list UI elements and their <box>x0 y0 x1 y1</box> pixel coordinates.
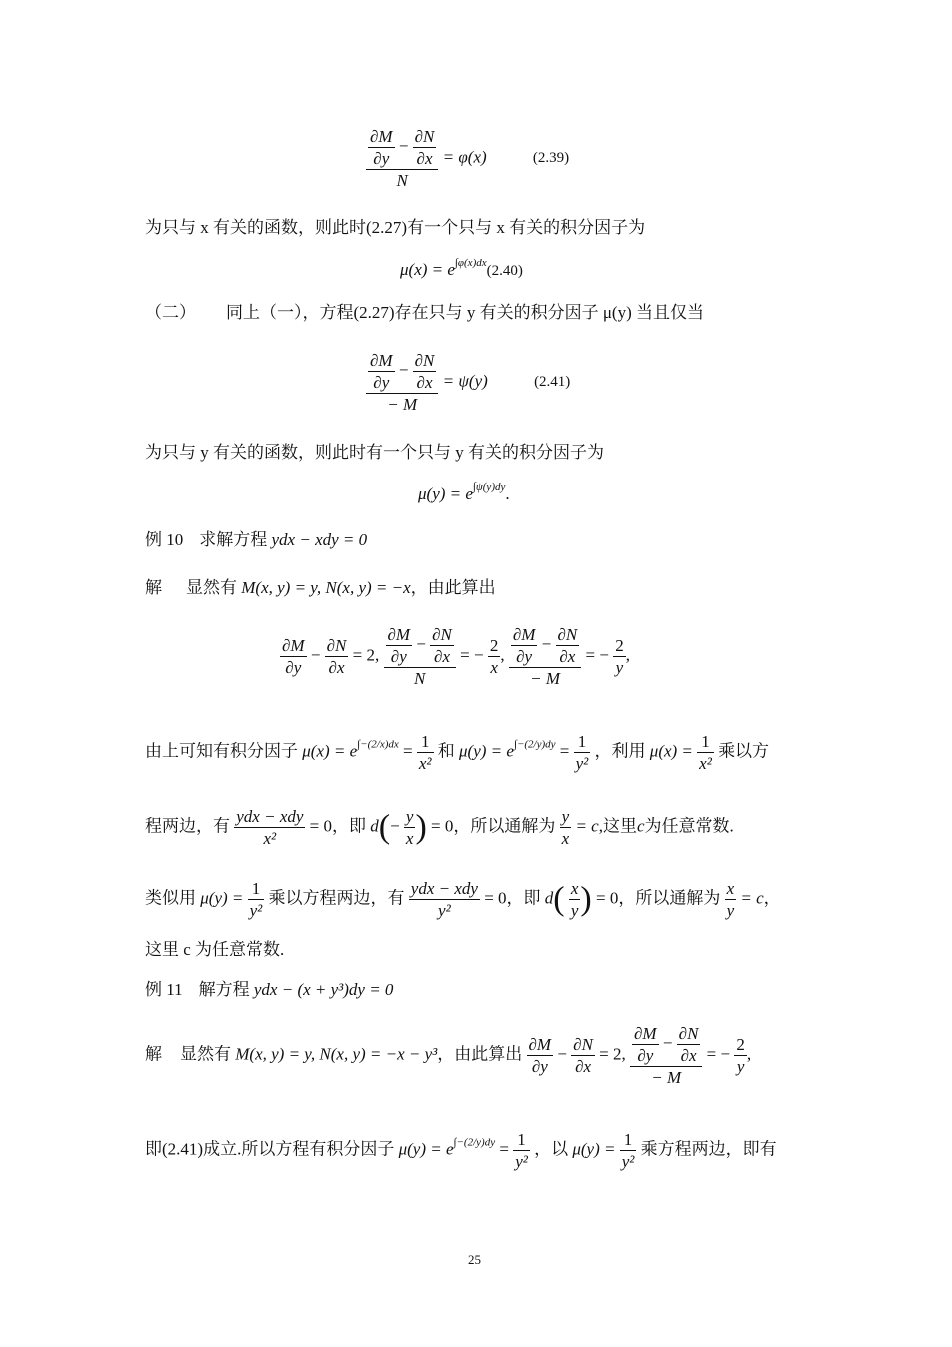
text-line: 为只与 y 有关的函数，则此时有一个只与 y 有关的积分因子为 <box>145 443 604 462</box>
equation-2-39: $\frac{\partial M}{\partial y}$ − $\frac{\partial N}{\partial x}$ N = φ(x) (2.39) <box>366 128 569 189</box>
solution-10: 解 显然有 M(x, y) = y, N(x, y) = −x，由此算出 <box>145 578 496 597</box>
equation-tag: (2.41) <box>534 374 571 391</box>
fraction: $\frac{\partial M}{\partial y}$ − $\frac{\partial N}{\partial x}$ N <box>366 128 438 189</box>
example-11: 例 11 解方程 ydx − (x + y³)dy = 0 <box>145 980 394 999</box>
equation-mu-y: $\mu(y) = e^{\int\psi(y)dy}$. <box>418 481 510 503</box>
example-10: 例 10 求解方程 ydx − xdy = 0 <box>145 530 368 549</box>
solution-11: 解 显然有 M(x, y) = y, N(x, y) = −x − y³，由此算出 $\frac{\partial M}{\partial y}$ − $\frac{\partial N}{\partial x}$ = 2, $\frac{\partial M}{\partial y}$ − $\frac{\partial N}{\partial x}$ − M = − $\frac{2}{y}$ , <box>145 1024 752 1087</box>
text-line: 这里 c 为任意常数. <box>145 940 285 959</box>
integrating-factor-line-11: 即(2.41)成立.所以方程有积分因子 $\mu(y) = e^{\int-(2/y)dy}$ = $\frac{1}{\text{y²}}$ ，以 μ(y) = $\frac{1}{\text{y²}}$ 乘方程两边，即有 <box>145 1130 777 1171</box>
section-heading: （二） 同上（一），方程(2.27)存在只与 y 有关的积分因子 μ(y) 当且仅当 <box>145 303 705 322</box>
equation-calc-10: $\frac{\partial M}{\partial y}$ − $\frac{\partial N}{\partial x}$ = 2, $\frac{\partial M}{\partial y}$ − $\frac{\partial N}{\partial x}$ N = − $\frac{2}{x}$ , $\frac{\partial M}{\partial y}$ − $\frac{\partial N}{\partial x}$ − M = − $\frac{2}{y}$ , <box>282 625 630 688</box>
equation-2-41: $\frac{\partial M}{\partial y}$ − $\frac{\partial N}{\partial x}$ − M = ψ(y) (2.41) <box>366 352 570 413</box>
text-line: 为只与 x 有关的函数，则此时(2.27)有一个只与 x 有关的积分因子为 <box>145 218 646 237</box>
equation-tag: (2.39) <box>532 150 570 167</box>
general-solution-line: 程两边，有 $\frac{\text{ydx − xdy}}{\text{x²}}$ = 0，即 d(− $\frac{y}{x}$ ) = 0，所以通解为 $\frac{y}{x}$ = c,这里c为任意常数. <box>145 807 734 848</box>
integrating-factor-line: 由上可知有积分因子 $\mu(x) = e^{\int-(2/x)dx}$ = $\frac{1}{\text{x²}}$ 和 $\mu(y) = e^{\int-(2/y)dy}$ = $\frac{1}{\text{y²}}$ ，利用 μ(x) = $\frac{1}{\text{x²}}$ 乘以方 <box>145 732 770 773</box>
similar-solution-line: 类似用 μ(y) = $\frac{1}{\text{y²}}$ 乘以方程两边，有 $\frac{\text{ydx − xdy}}{\text{y²}}$ = 0，即 d( $\frac{x}{y}$ ) = 0，所以通解为 $\frac{x}{y}$ = c， <box>145 879 781 920</box>
equation-2-40: $\mu(x) = e^{\int\varphi(x)dx}(2.40)$ <box>400 257 523 279</box>
page-number: 25 <box>468 1252 481 1267</box>
